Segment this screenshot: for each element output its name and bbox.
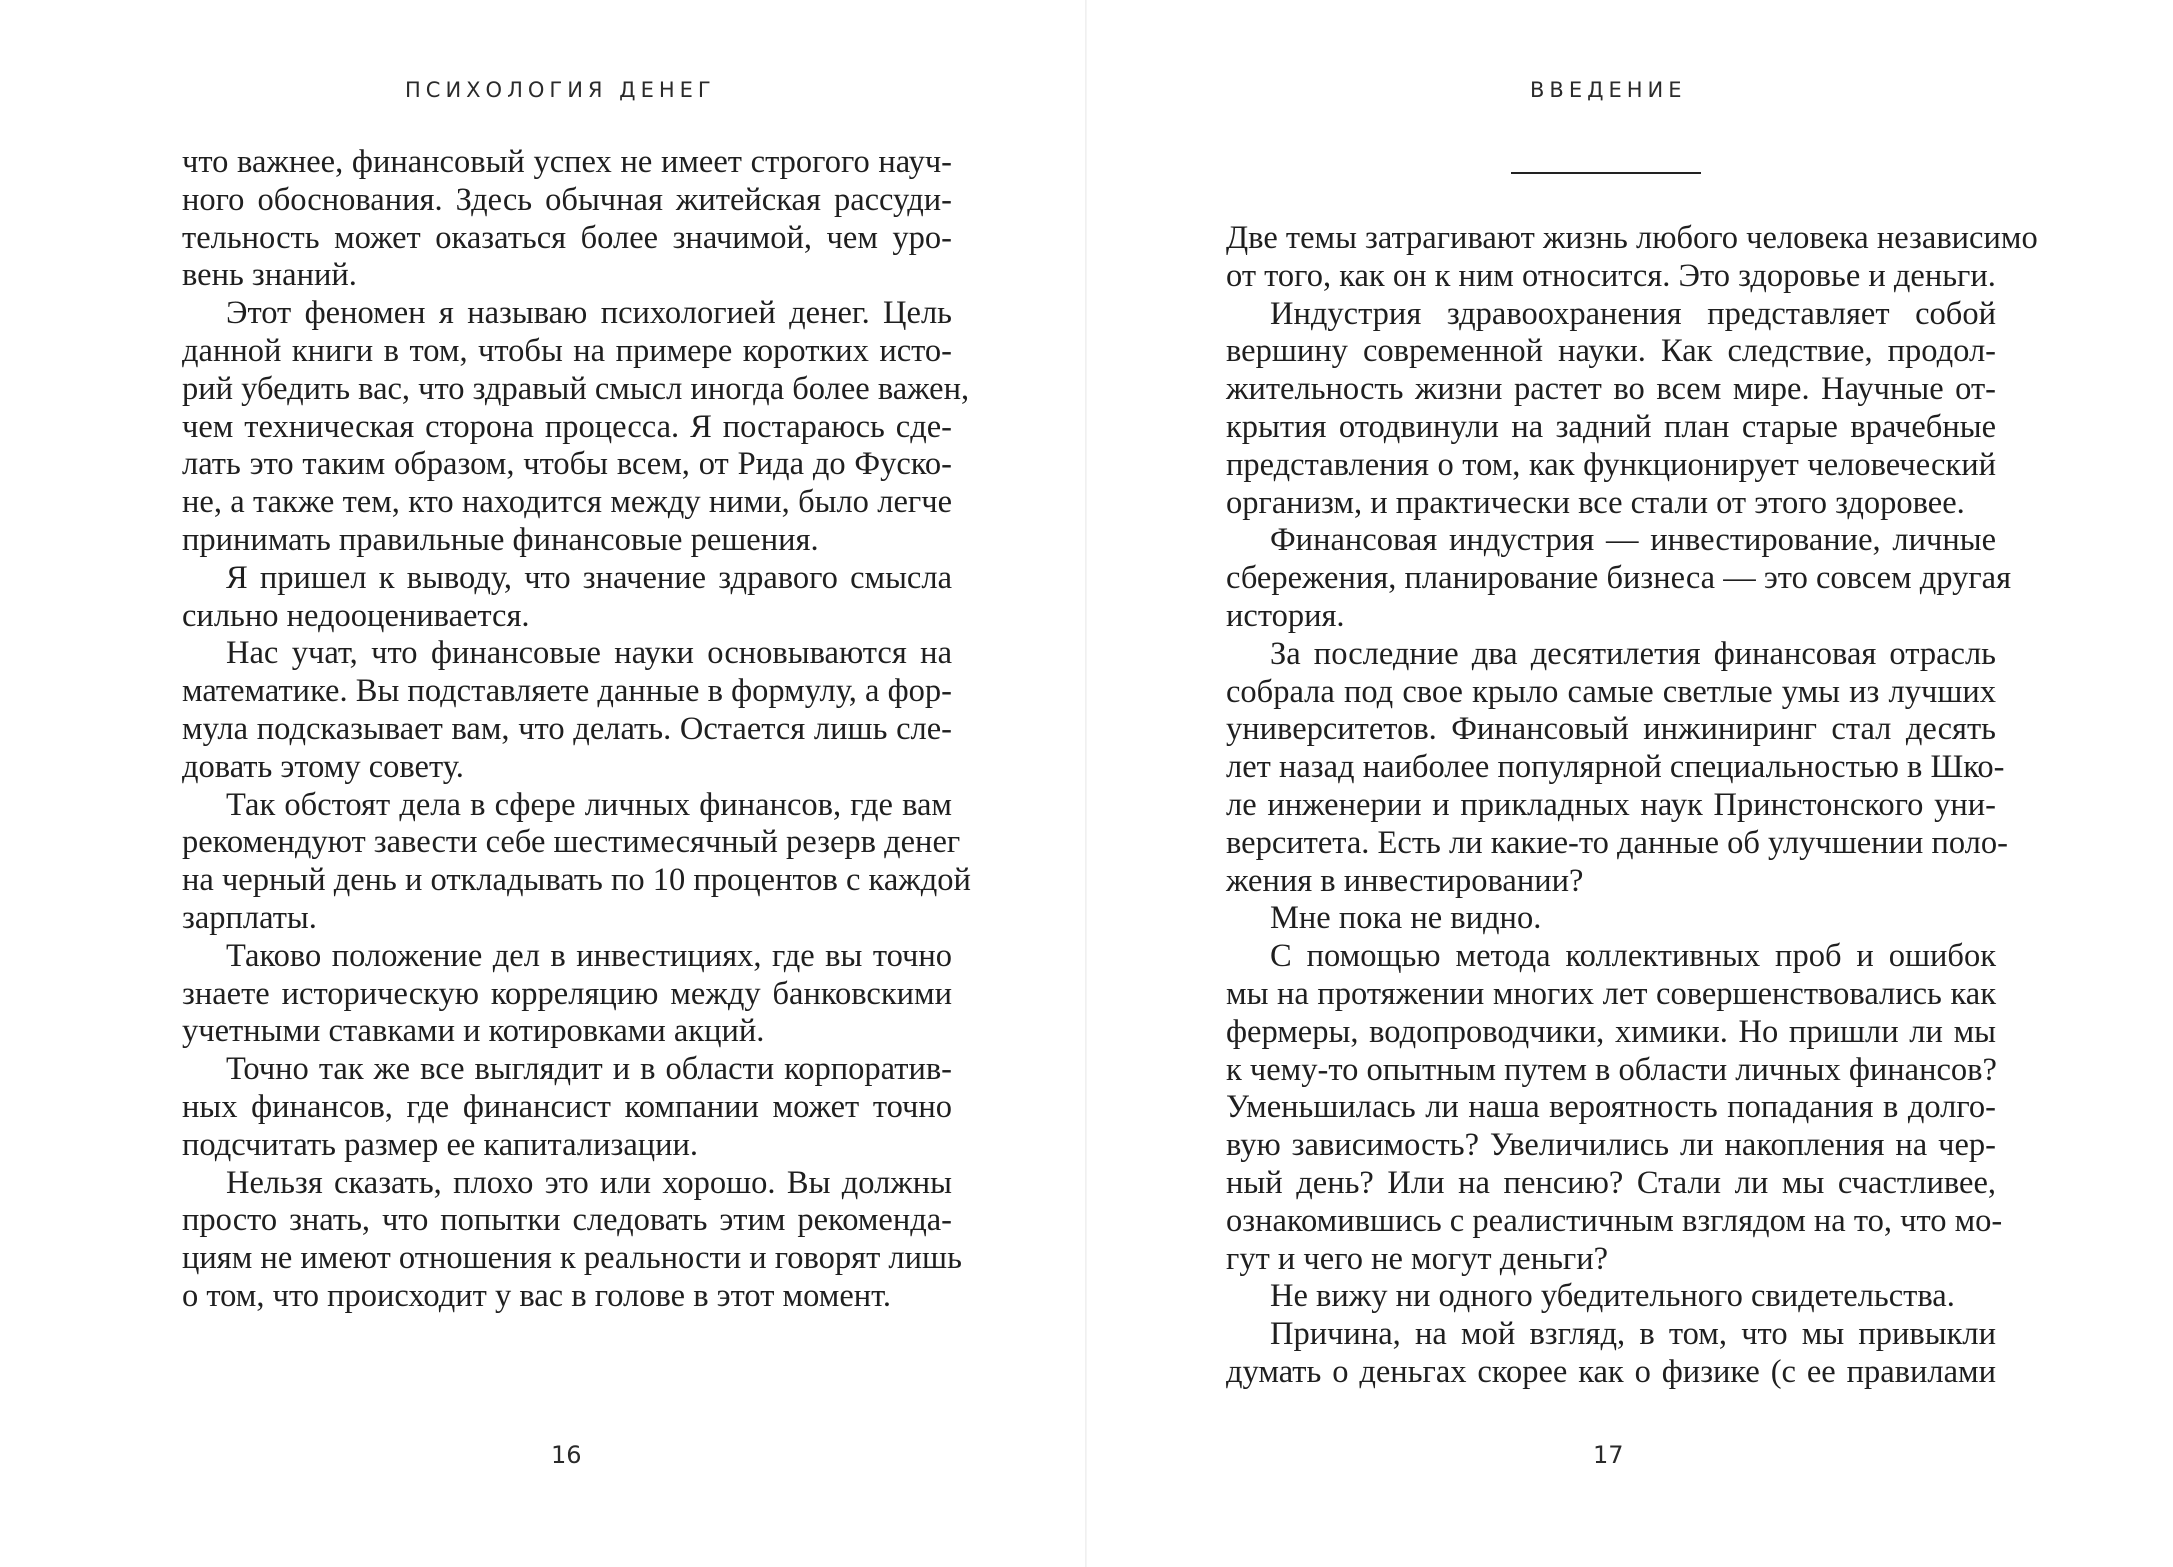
text-line: Я пришел к выводу, что значение здравого смысла [226,559,952,596]
text-line: сбережения, планирование бизнеса — это совсем другая [1226,560,2012,597]
text-line: Точно так же все выглядит и в области корпоратив- [226,1051,952,1088]
text-line: ознакомившись с реалистичным взглядом на то, что мо- [1226,1202,2003,1239]
text-line: подсчитать размер ее капитализации. [182,1126,699,1163]
text-line: чем техническая сторона процесса. Я постараюсь сде- [182,408,952,445]
text-line: собрала под свое крыло самые светлые умы из лучших [1226,673,1996,710]
text-line: жительность жизни растет во всем мире. Научные от- [1226,371,1996,408]
text-line: Нас учат, что финансовые науки основываются на [226,635,952,672]
text-line: лет назад наиболее популярной специальностью в Шко- [1226,749,2005,786]
text-line: сильно недооценивается. [182,597,530,634]
left-page [0,0,1085,1567]
text-line: что важнее, финансовый успех не имеет строгого науч- [182,144,952,180]
text-line: зарплаты. [182,899,317,936]
text-line: вую зависимость? Увеличились ли накопления на чер- [1226,1127,1996,1164]
text-line: довать этому совету. [182,748,464,785]
text-line: ле инженерии и прикладных наук Принстонского уни- [1226,786,1996,823]
page-number: 16 [551,1441,582,1469]
text-line: Нельзя сказать, плохо это или хорошо. Вы должны [226,1164,952,1201]
text-line: просто знать, что попытки следовать этим рекоменда- [182,1202,952,1239]
text-line: ный день? Или на пенсию? Стали ли мы счастливее, [1226,1164,1996,1201]
text-line: вершину современной науки. Как следствие, продол- [1226,333,1996,370]
text-line: Так обстоят дела в сфере личных финансов, где вам [226,786,952,823]
text-line: циям не имеют отношения к реальности и говорят лишь [182,1240,962,1277]
text-line: Причина, на мой взгляд, в том, что мы привыкли [1270,1316,1996,1353]
text-line: организм, и практически все стали от этого здоровее. [1226,484,1965,521]
text-line: университетов. Финансовый инжиниринг стал десять [1226,711,1996,748]
chapter-rule [1511,172,1701,174]
text-line: Две темы затрагивают жизнь любого человека независимо [1226,220,2038,256]
text-line: ного обоснования. Здесь обычная житейская рассуди- [182,181,952,218]
text-line: знаете историческую корреляцию между банковскими [182,975,952,1012]
right-page [1087,0,2173,1567]
text-line: жения в инвестировании? [1226,862,1584,899]
text-line: С помощью метода коллективных проб и ошибок [1270,938,1996,975]
text-line: мы на протяжении многих лет совершенствовались как [1226,975,1996,1012]
text-line: рий убедить вас, что здравый смысл иногда более важен, [182,370,970,407]
text-line: Этот феномен я называю психологией денег. Цель [226,295,952,332]
text-line: крытия отодвинули на задний план старые врачебные [1226,408,1996,445]
text-line: к чему-то опытным путем в области личных финансов? [1226,1051,1997,1088]
text-line: принимать правильные финансовые решения. [182,521,819,558]
text-line: гут и чего не могут деньги? [1226,1240,1609,1277]
text-line: о том, что происходит у вас в голове в этот момент. [182,1277,892,1314]
page-number: 17 [1593,1441,1624,1469]
running-head-chapter-title: ВВЕДЕНИЕ [1530,78,1687,102]
text-line: Таково положение дел в инвестициях, где вы точно [226,937,952,974]
text-line: фермеры, водопроводчики, химики. Но пришли ли мы [1226,1013,1996,1050]
text-line: математике. Вы подставляете данные в формулу, а фор- [182,673,952,710]
text-line: тельность может оказаться более значимой, чем уро- [182,219,952,256]
text-line: лать это таким образом, чтобы всем, от Рида до Фуско- [182,446,952,483]
text-line: учетными ставками и котировками акций. [182,1013,765,1050]
text-line: вень знаний. [182,257,357,294]
text-line: представления о том, как функционирует человеческий [1226,446,1996,483]
running-head-book-title: ПСИХОЛОГИЯ ДЕНЕГ [405,78,716,102]
text-line: история. [1226,597,1345,634]
text-line: Уменьшилась ли наша вероятность попадания в долго- [1226,1089,1996,1126]
text-line: от того, как он к ним относится. Это здоровье и деньги. [1226,257,1996,294]
text-line: мула подсказывает вам, что делать. Остается лишь сле- [182,710,952,747]
text-line: данной книги в том, чтобы на примере коротких исто- [182,332,952,369]
text-line: Мне пока не видно. [1270,900,1542,937]
text-line: на черный день и откладывать по 10 процентов с каждой [182,862,971,899]
text-line: Не вижу ни одного убедительного свидетельства. [1270,1278,1955,1315]
text-line: Индустрия здравоохранения представляет собой [1270,295,1996,332]
text-line: За последние два десятилетия финансовая отрасль [1270,635,1996,672]
text-line: верситета. Есть ли какие-то данные об улучшении поло- [1226,824,2008,861]
text-line: не, а также тем, кто находится между ними, было легче [182,484,952,521]
body-text [182,144,971,1316]
text-line: рекомендуют завести себе шестимесячный резерв денег [182,824,961,861]
text-line: думать о деньгах скорее как о физике (с ее правилами [1226,1353,1996,1390]
body-text [1226,220,2038,1392]
text-line: Финансовая индустрия — инвестирование, личные [1270,522,1996,559]
text-line: ных финансов, где финансист компании может точно [182,1088,952,1125]
